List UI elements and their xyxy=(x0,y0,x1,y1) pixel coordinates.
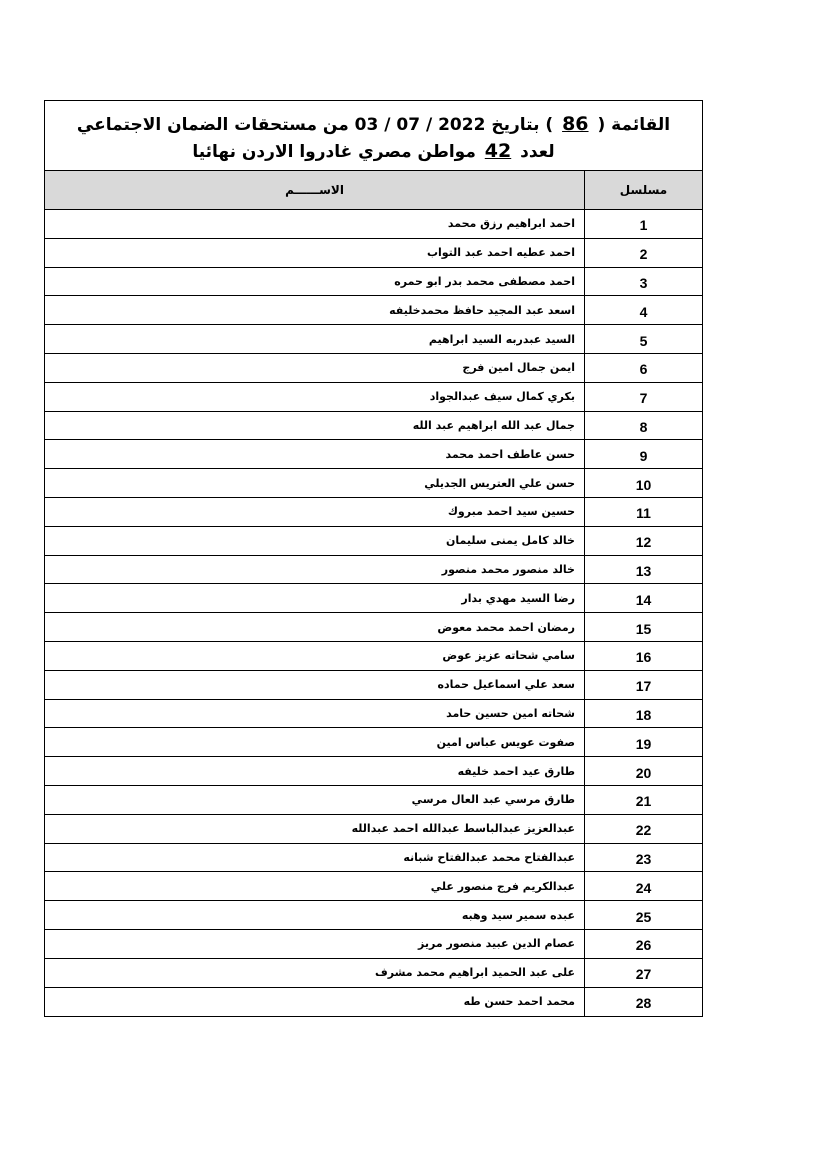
table-row xyxy=(45,641,702,670)
serial-column-header: مسلسل xyxy=(585,171,703,210)
row-serial: 20 xyxy=(585,757,703,786)
table-row xyxy=(45,987,702,1016)
row-serial: 11 xyxy=(585,497,703,526)
row-serial: 12 xyxy=(585,526,703,555)
row-name: طارق عيد احمد خليفه xyxy=(45,757,585,786)
row-serial: 28 xyxy=(585,987,703,1016)
row-serial: 23 xyxy=(585,843,703,872)
row-serial: 1 xyxy=(585,210,703,239)
row-name: احمد عطيه احمد عبد التواب xyxy=(45,238,585,267)
row-serial: 6 xyxy=(585,353,703,382)
row-name: طارق مرسي عبد العال مرسي xyxy=(45,785,585,814)
table-row xyxy=(45,958,702,987)
table-body xyxy=(45,210,702,1016)
row-name: صفوت عويس عباس امين xyxy=(45,728,585,757)
row-name: عبدالكريم فرج منصور علي xyxy=(45,872,585,901)
list-number: 86 xyxy=(562,113,589,135)
row-name: عصام الدين عبيد منصور مريز xyxy=(45,929,585,958)
table-row xyxy=(45,325,702,354)
row-serial: 22 xyxy=(585,814,703,843)
row-serial: 18 xyxy=(585,699,703,728)
row-serial: 9 xyxy=(585,440,703,469)
row-serial: 2 xyxy=(585,238,703,267)
row-name: اسعد عبد المجيد حافظ محمدخليفه xyxy=(45,296,585,325)
table-row xyxy=(45,785,702,814)
row-serial: 8 xyxy=(585,411,703,440)
table-row xyxy=(45,901,702,930)
row-name: سعد علي اسماعيل حماده xyxy=(45,670,585,699)
table-row xyxy=(45,210,702,239)
title-description: مواطن مصري غادروا الاردن نهائيا xyxy=(192,142,476,162)
row-name: بكري كمال سيف عبدالجواد xyxy=(45,382,585,411)
name-column-header: الاســــــم xyxy=(45,171,585,210)
title-count-label: لعدد xyxy=(520,142,555,162)
row-name: عبده سمير سيد وهبه xyxy=(45,901,585,930)
row-serial: 19 xyxy=(585,728,703,757)
row-serial: 21 xyxy=(585,785,703,814)
row-name: خالد كامل يمنى سليمان xyxy=(45,526,585,555)
table-row xyxy=(45,238,702,267)
row-serial: 27 xyxy=(585,958,703,987)
row-name: جمال عبد الله ابراهيم عبد الله xyxy=(45,411,585,440)
table-row xyxy=(45,843,702,872)
table-row xyxy=(45,872,702,901)
table-header-row xyxy=(45,171,702,210)
names-table xyxy=(45,171,702,1016)
table-row xyxy=(45,296,702,325)
row-serial: 15 xyxy=(585,613,703,642)
row-serial: 25 xyxy=(585,901,703,930)
table-row xyxy=(45,497,702,526)
document-title xyxy=(45,101,702,171)
row-serial: 14 xyxy=(585,584,703,613)
row-serial: 7 xyxy=(585,382,703,411)
row-name: رضا السيد مهدي بدار xyxy=(45,584,585,613)
row-name: حسن عاطف احمد محمد xyxy=(45,440,585,469)
table-row xyxy=(45,382,702,411)
table-row xyxy=(45,267,702,296)
table-row xyxy=(45,584,702,613)
row-name: حسن علي العتريس الجديلي xyxy=(45,469,585,498)
row-name: عبدالعزيز عبدالباسط عبدالله احمد عبدالله xyxy=(45,814,585,843)
row-name: على عبد الحميد ابراهيم محمد مشرف xyxy=(45,958,585,987)
title-list-label: القائمة ( xyxy=(597,115,671,135)
table-row xyxy=(45,469,702,498)
title-line-1 xyxy=(45,111,702,138)
row-name: محمد احمد حسن طه xyxy=(45,987,585,1016)
row-name: شحاته امين حسين حامد xyxy=(45,699,585,728)
row-name: رمضان احمد محمد معوض xyxy=(45,613,585,642)
title-line-2 xyxy=(45,138,702,165)
row-name: احمد مصطفى محمد بدر ابو حمره xyxy=(45,267,585,296)
table-row xyxy=(45,670,702,699)
row-name: السيد عبدربه السيد ابراهيم xyxy=(45,325,585,354)
title-subject: من مستحقات الضمان الاجتماعي xyxy=(76,115,349,135)
table-row xyxy=(45,555,702,584)
table-row xyxy=(45,699,702,728)
citizen-count: 42 xyxy=(484,140,512,162)
row-serial: 17 xyxy=(585,670,703,699)
row-serial: 16 xyxy=(585,641,703,670)
table-row xyxy=(45,613,702,642)
document-sheet xyxy=(44,100,703,1017)
table-row xyxy=(45,526,702,555)
row-serial: 26 xyxy=(585,929,703,958)
row-serial: 13 xyxy=(585,555,703,584)
row-name: ايمن جمال امين فرج xyxy=(45,353,585,382)
row-name: احمد ابراهيم رزق محمد xyxy=(45,210,585,239)
table-row xyxy=(45,814,702,843)
row-name: حسين سيد احمد مبروك xyxy=(45,497,585,526)
title-date-label: ) بتاريخ xyxy=(491,115,554,135)
row-name: خالد منصور محمد منصور xyxy=(45,555,585,584)
row-name: سامي شحاته عزيز عوض xyxy=(45,641,585,670)
row-serial: 3 xyxy=(585,267,703,296)
table-row xyxy=(45,728,702,757)
row-serial: 5 xyxy=(585,325,703,354)
row-name: عبدالفتاح محمد عبدالفتاح شبانه xyxy=(45,843,585,872)
row-serial: 10 xyxy=(585,469,703,498)
title-date: 03 / 07 / 2022 xyxy=(354,115,486,135)
row-serial: 24 xyxy=(585,872,703,901)
row-serial: 4 xyxy=(585,296,703,325)
table-row xyxy=(45,929,702,958)
table-row xyxy=(45,411,702,440)
table-row xyxy=(45,440,702,469)
table-row xyxy=(45,353,702,382)
table-row xyxy=(45,757,702,786)
